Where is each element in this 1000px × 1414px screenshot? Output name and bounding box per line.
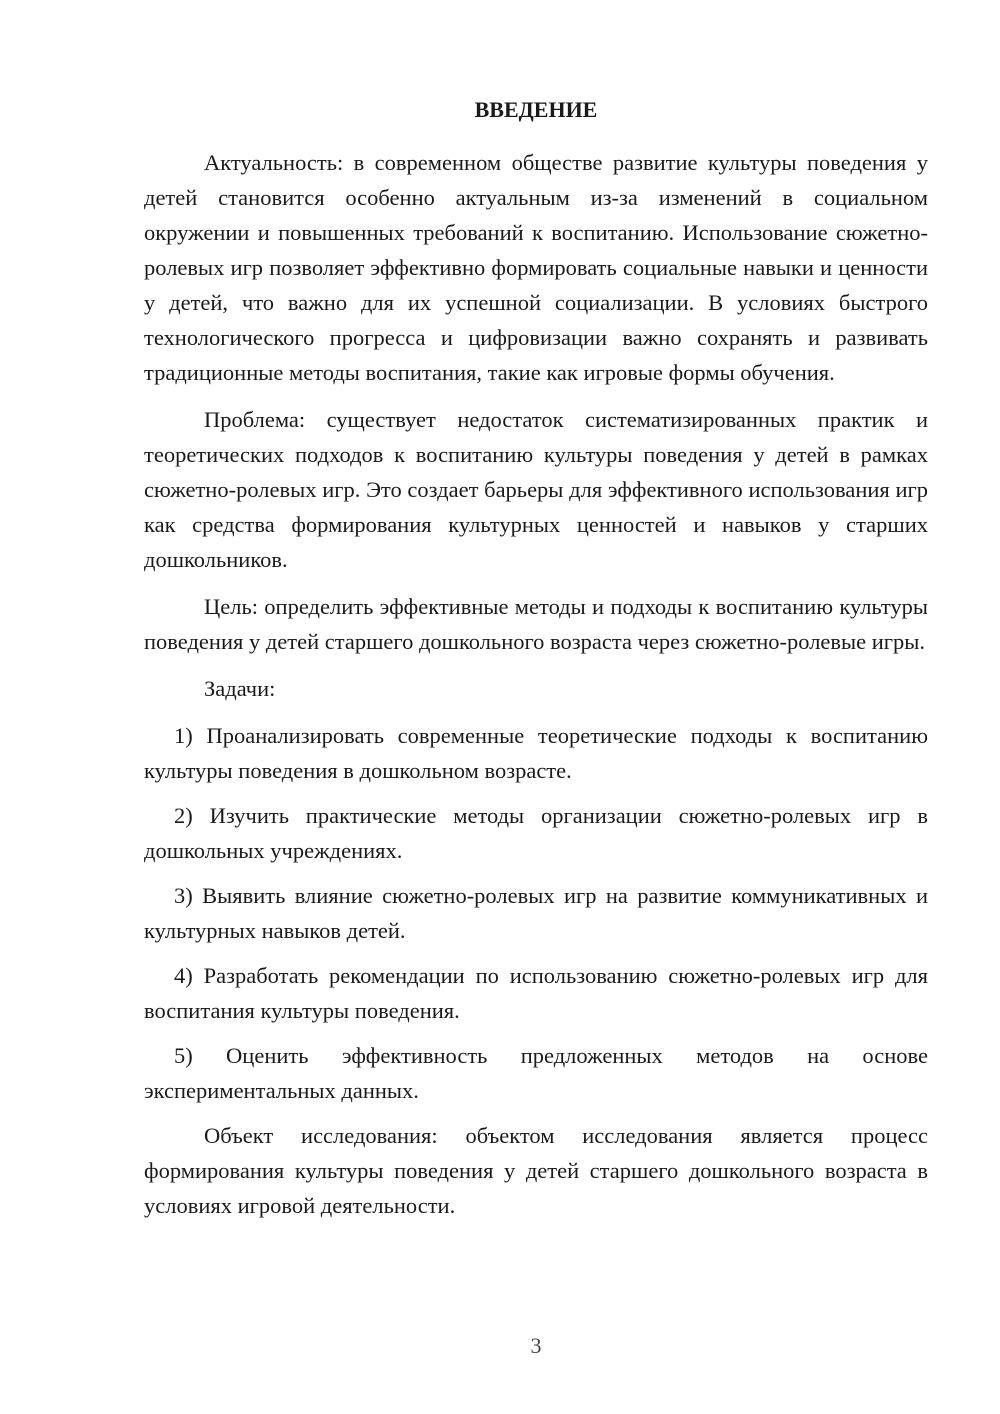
task-item-3: 3) Выявить влияние сюжетно-ролевых игр на развитие коммуникативных и культурных навыков детей. [144,883,928,943]
task-item-1: 1) Проанализировать современные теоретические подходы к воспитанию культуры поведения в дошкольном возрасте. [144,723,928,783]
page-number: 3 [530,1333,542,1358]
paragraph-relevance: Актуальность: в современном обществе развитие культуры поведения у детей становится особенно актуальным из-за изменений в социальном окружении и повышенных требований к воспитанию. Использование сюжетно-ролевых игр позволяет эффективно формировать социальные навыки и ценности у детей, что важно для их успешной социализации. В условиях быстрого технологического прогресса и цифровизации важно сохранять и развивать традиционные методы воспитания, такие как игровые формы обучения. [144,150,928,385]
task-item-5: 5) Оценить эффективность предложенных методов на основе экспериментальных данных. [144,1043,928,1103]
section-heading: ВВЕДЕНИЕ [474,97,598,122]
paragraph-problem: Проблема: существует недостаток систематизированных практик и теоретических подходов к воспитанию культуры поведения у детей в рамках сюжетно-ролевых игр. Это создает барьеры для эффективного использования игр как средства формирования культурных ценностей и навыков у старших дошкольников. [144,407,928,572]
task-item-4: 4) Разработать рекомендации по использованию сюжетно-ролевых игр для воспитания культуры поведения. [144,963,928,1023]
tasks-label: Задачи: [204,676,276,701]
page-content [144,92,928,1235]
paragraph-goal: Цель: определить эффективные методы и подходы к воспитанию культуры поведения у детей старшего дошкольного возраста через сюжетно-ролевые игры. [144,594,928,654]
paragraph-object: Объект исследования: объектом исследования является процесс формирования культуры поведения у детей старшего дошкольного возраста в условиях игровой деятельности. [144,1123,928,1218]
task-item-2: 2) Изучить практические методы организации сюжетно-ролевых игр в дошкольных учреждениях. [144,803,928,863]
